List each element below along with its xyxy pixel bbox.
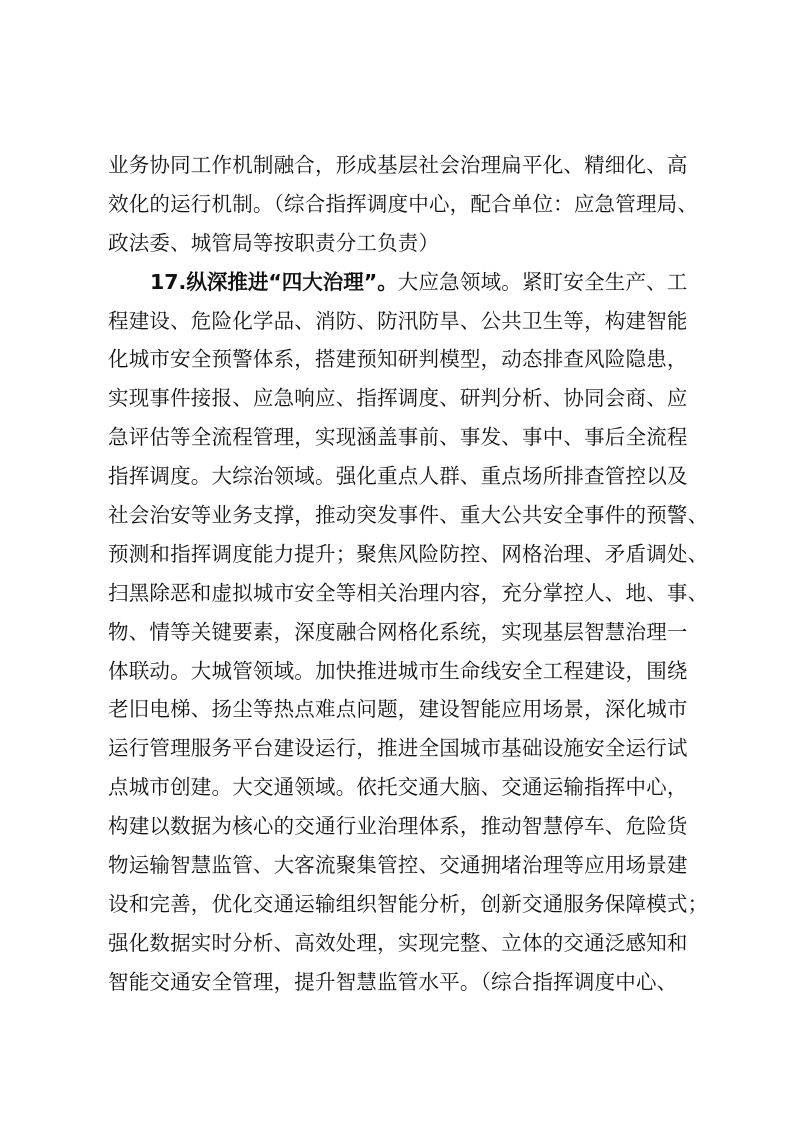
text-line: 设和完善，优化交通运输组织智能分析，创新交通服务保障模式；: [108, 891, 709, 916]
text-line: 物运输智慧监管、大客流聚集管控、交通拥堵治理等应用场景建: [108, 853, 688, 878]
text-line: 程建设、危险化学品、消防、防汛防旱、公共卫生等，构建智能: [108, 308, 688, 333]
section-heading: 17.纵深推进“四大治理”。: [150, 269, 398, 294]
section-heading-line: [108, 263, 696, 302]
text-line: 扫黑除恶和虚拟城市安全等相关治理内容，充分掌控人、地、事、: [108, 580, 709, 605]
text-line: 强化数据实时分析、高效处理，实现完整、立体的交通泛感知和: [108, 930, 688, 955]
text-line: 效化的运行机制。（综合指挥调度中心，配合单位：应急管理局、: [108, 191, 699, 216]
text-line: 物、情等关键要素，深度融合网格化系统，实现基层智慧治理一: [108, 619, 688, 644]
text-line: 指挥调度。大综治领域。强化重点人群、重点场所排查管控以及: [108, 464, 688, 489]
text-line: 运行管理服务平台建设运行，推进全国城市基础设施安全运行试: [108, 736, 688, 761]
text-line: 社会治安等业务支撑，推动突发事件、重大公共安全事件的预警、: [108, 503, 709, 528]
document-page: [108, 146, 709, 1002]
text-line: 老旧电梯、扬尘等热点难点问题，建设智能应用场景，深化城市: [108, 697, 688, 722]
text-line: 实现事件接报、应急响应、指挥调度、研判分析、协同会商、应: [108, 386, 688, 411]
text-line: 构建以数据为核心的交通行业治理体系，推动智慧停车、危险货: [108, 814, 688, 839]
text-line: 体联动。大城管领域。加快推进城市生命线安全工程建设，围绕: [108, 658, 688, 683]
text-line: 智能交通安全管理，提升智慧监管水平。（综合指挥调度中心、: [108, 969, 678, 994]
text-line: 政法委、城管局等按职责分工负责）: [108, 230, 440, 255]
text-line-rest: 大应急领域。紧盯安全生产、工: [397, 269, 688, 294]
text-line: 化城市安全预警体系，搭建预知研判模型，动态排查风险隐患，: [108, 347, 688, 372]
text-line: 急评估等全流程管理，实现涵盖事前、事发、事中、事后全流程: [108, 425, 688, 450]
text-line: 点城市创建。大交通领域。依托交通大脑、交通运输指挥中心，: [108, 775, 688, 800]
text-line: 业务协同工作机制融合，形成基层社会治理扁平化、精细化、高: [108, 153, 688, 177]
text-line: 预测和指挥调度能力提升；聚焦风险防控、网格治理、矛盾调处、: [108, 541, 709, 566]
